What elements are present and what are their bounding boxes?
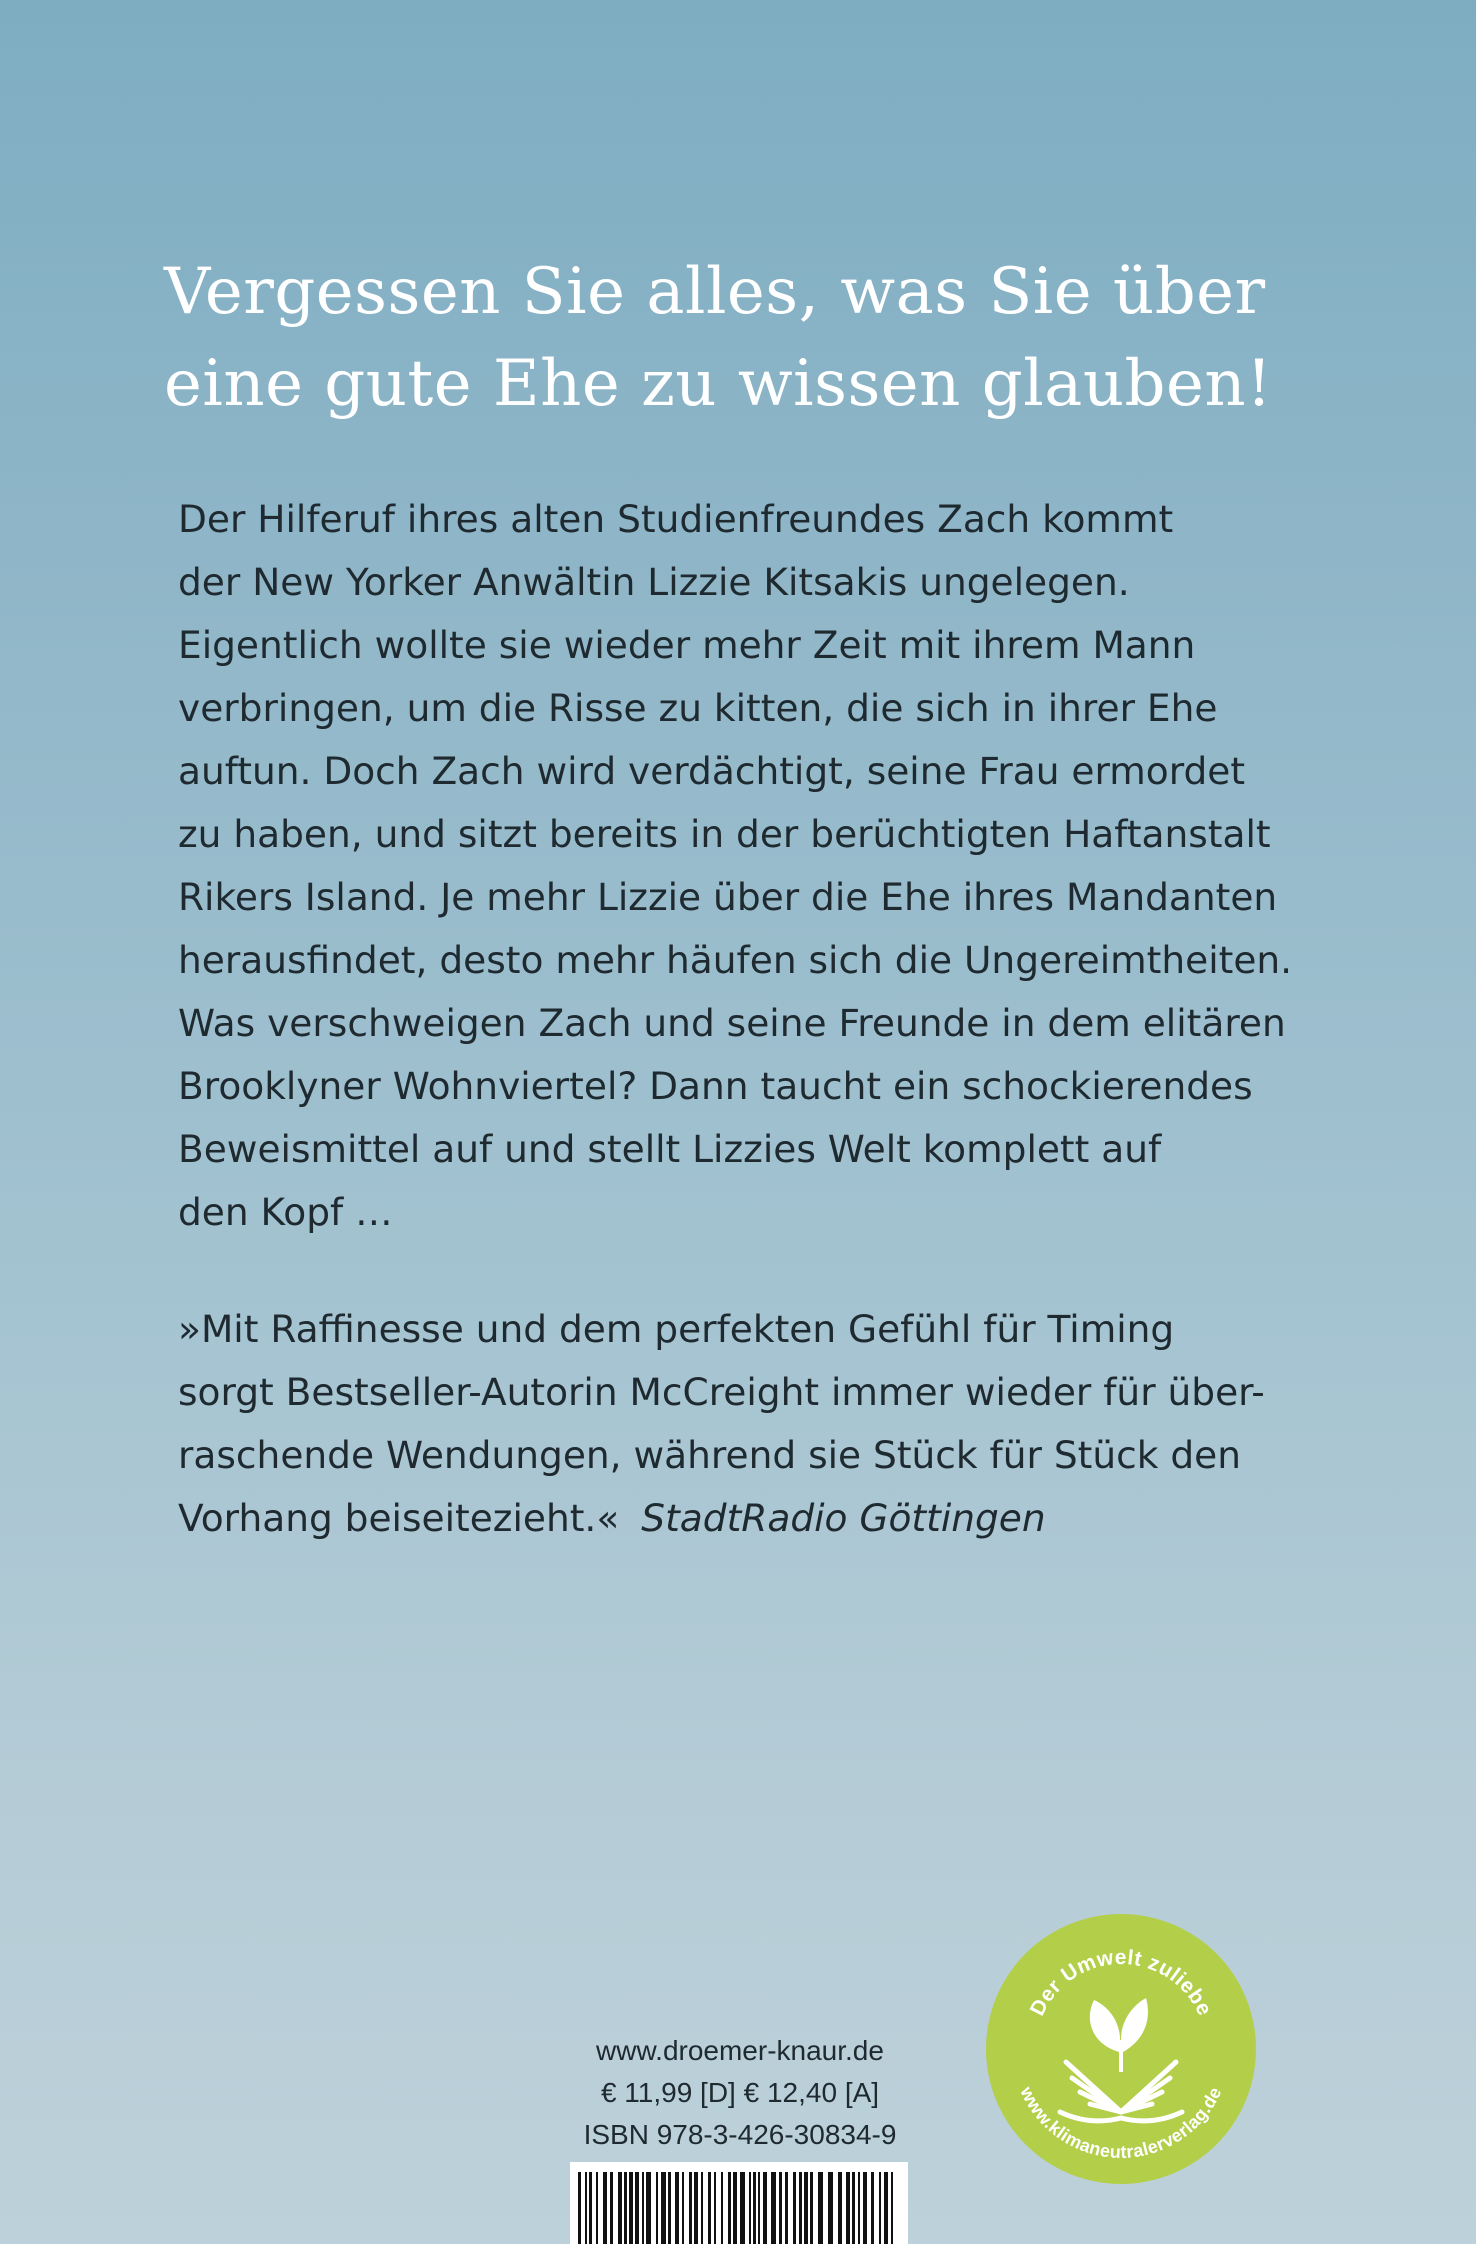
barcode-bar bbox=[838, 2172, 842, 2244]
blurb-line: Der Hilferuf ihres alten Studienfreundes Zach kommt bbox=[178, 497, 1174, 541]
barcode-bar bbox=[708, 2172, 711, 2244]
barcode-bar bbox=[804, 2172, 808, 2244]
barcode-bar bbox=[810, 2172, 813, 2244]
barcode-bar bbox=[694, 2172, 698, 2244]
blurb-line: verbringen, um die Risse zu kitten, die sich in ihrer Ehe bbox=[178, 686, 1218, 730]
headline bbox=[164, 246, 1364, 430]
barcode-bar bbox=[603, 2172, 607, 2244]
barcode-bar bbox=[610, 2172, 613, 2244]
blurb-text bbox=[178, 488, 1358, 1244]
barcode-bar bbox=[891, 2172, 893, 2244]
barcode-bar bbox=[733, 2172, 737, 2244]
barcode-bar bbox=[871, 2172, 874, 2244]
barcode-bar bbox=[721, 2172, 723, 2244]
barcode-bar bbox=[646, 2172, 651, 2244]
eco-badge-graphic bbox=[984, 1912, 1258, 2186]
barcode-bar bbox=[740, 2172, 745, 2244]
barcode-bar bbox=[578, 2172, 581, 2244]
barcode-bar bbox=[714, 2172, 716, 2244]
barcode-bar bbox=[852, 2172, 855, 2244]
barcode-bar bbox=[879, 2172, 881, 2244]
barcode-bar bbox=[884, 2172, 888, 2244]
review-quote bbox=[178, 1298, 1358, 1550]
barcode-bar bbox=[629, 2172, 633, 2244]
barcode-bar bbox=[749, 2172, 751, 2244]
blurb-line: Eigentlich wollte sie wieder mehr Zeit mit ihrem Mann bbox=[178, 623, 1196, 667]
review-last-line bbox=[178, 1487, 1358, 1550]
blurb-line: Brooklyner Wohnviertel? Dann taucht ein schockierendes bbox=[178, 1064, 1253, 1108]
barcode-bar bbox=[785, 2172, 788, 2244]
barcode-bar bbox=[818, 2172, 823, 2244]
review-line: Vorhang beiseitezieht.« bbox=[178, 1496, 620, 1540]
barcode-bar bbox=[656, 2172, 658, 2244]
barcode-bar bbox=[675, 2172, 679, 2244]
barcode-bar bbox=[799, 2172, 802, 2244]
blurb-line: zu haben, und sitzt bereits in der berüchtigten Haftanstalt bbox=[178, 812, 1271, 856]
barcode-bar bbox=[661, 2172, 666, 2244]
blurb-line: Was verschweigen Zach und seine Freunde in dem elitären bbox=[178, 1001, 1286, 1045]
barcode-bar bbox=[635, 2172, 639, 2244]
headline-line: eine gute Ehe zu wissen glauben! bbox=[164, 347, 1273, 421]
review-source: StadtRadio Göttingen bbox=[641, 1496, 1046, 1540]
review-line: raschende Wendungen, während sie Stück für Stück den bbox=[178, 1433, 1242, 1477]
blurb-line: herausfindet, desto mehr häufen sich die Ungereimtheiten. bbox=[178, 938, 1293, 982]
review-line: sorgt Bestseller-Autorin McCreight immer wieder für über- bbox=[178, 1370, 1265, 1414]
blurb-line: der New Yorker Anwältin Lizzie Kitsakis ungelegen. bbox=[178, 560, 1130, 604]
barcode-bar bbox=[846, 2172, 850, 2244]
barcode-bar bbox=[828, 2172, 833, 2244]
isbn: ISBN 978-3-426-30834-9 bbox=[583, 2119, 897, 2150]
barcode-bars bbox=[570, 2162, 908, 2244]
barcode bbox=[570, 2162, 908, 2244]
barcode-bar bbox=[689, 2172, 692, 2244]
eco-badge-bottom-text: www.klimaneutralerverlag.de bbox=[1016, 2083, 1226, 2163]
barcode-bar bbox=[858, 2172, 860, 2244]
barcode-bar bbox=[668, 2172, 671, 2244]
barcode-bar bbox=[728, 2172, 731, 2244]
barcode-bar bbox=[701, 2172, 703, 2244]
blurb-line: Rikers Island. Je mehr Lizzie über die Ehe ihres Mandanten bbox=[178, 875, 1278, 919]
eco-badge bbox=[984, 1912, 1258, 2186]
barcode-bar bbox=[618, 2172, 622, 2244]
price-info: € 11,99 [D] € 12,40 [A] bbox=[600, 2077, 880, 2108]
barcode-bar bbox=[763, 2172, 767, 2244]
barcode-bar bbox=[596, 2172, 598, 2244]
headline-line: Vergessen Sie alles, was Sie über bbox=[164, 255, 1266, 329]
blurb-line: auftun. Doch Zach wird verdächtigt, seine Frau ermordet bbox=[178, 749, 1246, 793]
barcode-bar bbox=[682, 2172, 684, 2244]
barcode-bar bbox=[585, 2172, 587, 2244]
barcode-bar bbox=[793, 2172, 796, 2244]
barcode-bar bbox=[624, 2172, 627, 2244]
barcode-bar bbox=[758, 2172, 760, 2244]
eco-badge-top-text: Der Umwelt zuliebe bbox=[1025, 1945, 1217, 2020]
blurb-line: Beweismittel auf und stellt Lizzies Welt komplett auf bbox=[178, 1127, 1162, 1171]
barcode-bar bbox=[642, 2172, 644, 2244]
barcode-bar bbox=[753, 2172, 756, 2244]
barcode-bar bbox=[771, 2172, 776, 2244]
barcode-bar bbox=[779, 2172, 782, 2244]
publisher-website: www.droemer-knaur.de bbox=[596, 2035, 884, 2066]
imprint bbox=[560, 2030, 920, 2156]
blurb-line: den Kopf … bbox=[178, 1190, 393, 1234]
barcode-bar bbox=[589, 2172, 592, 2244]
barcode-bar bbox=[863, 2172, 867, 2244]
review-line: »Mit Raffinesse und dem perfekten Gefühl für Timing bbox=[178, 1307, 1175, 1351]
